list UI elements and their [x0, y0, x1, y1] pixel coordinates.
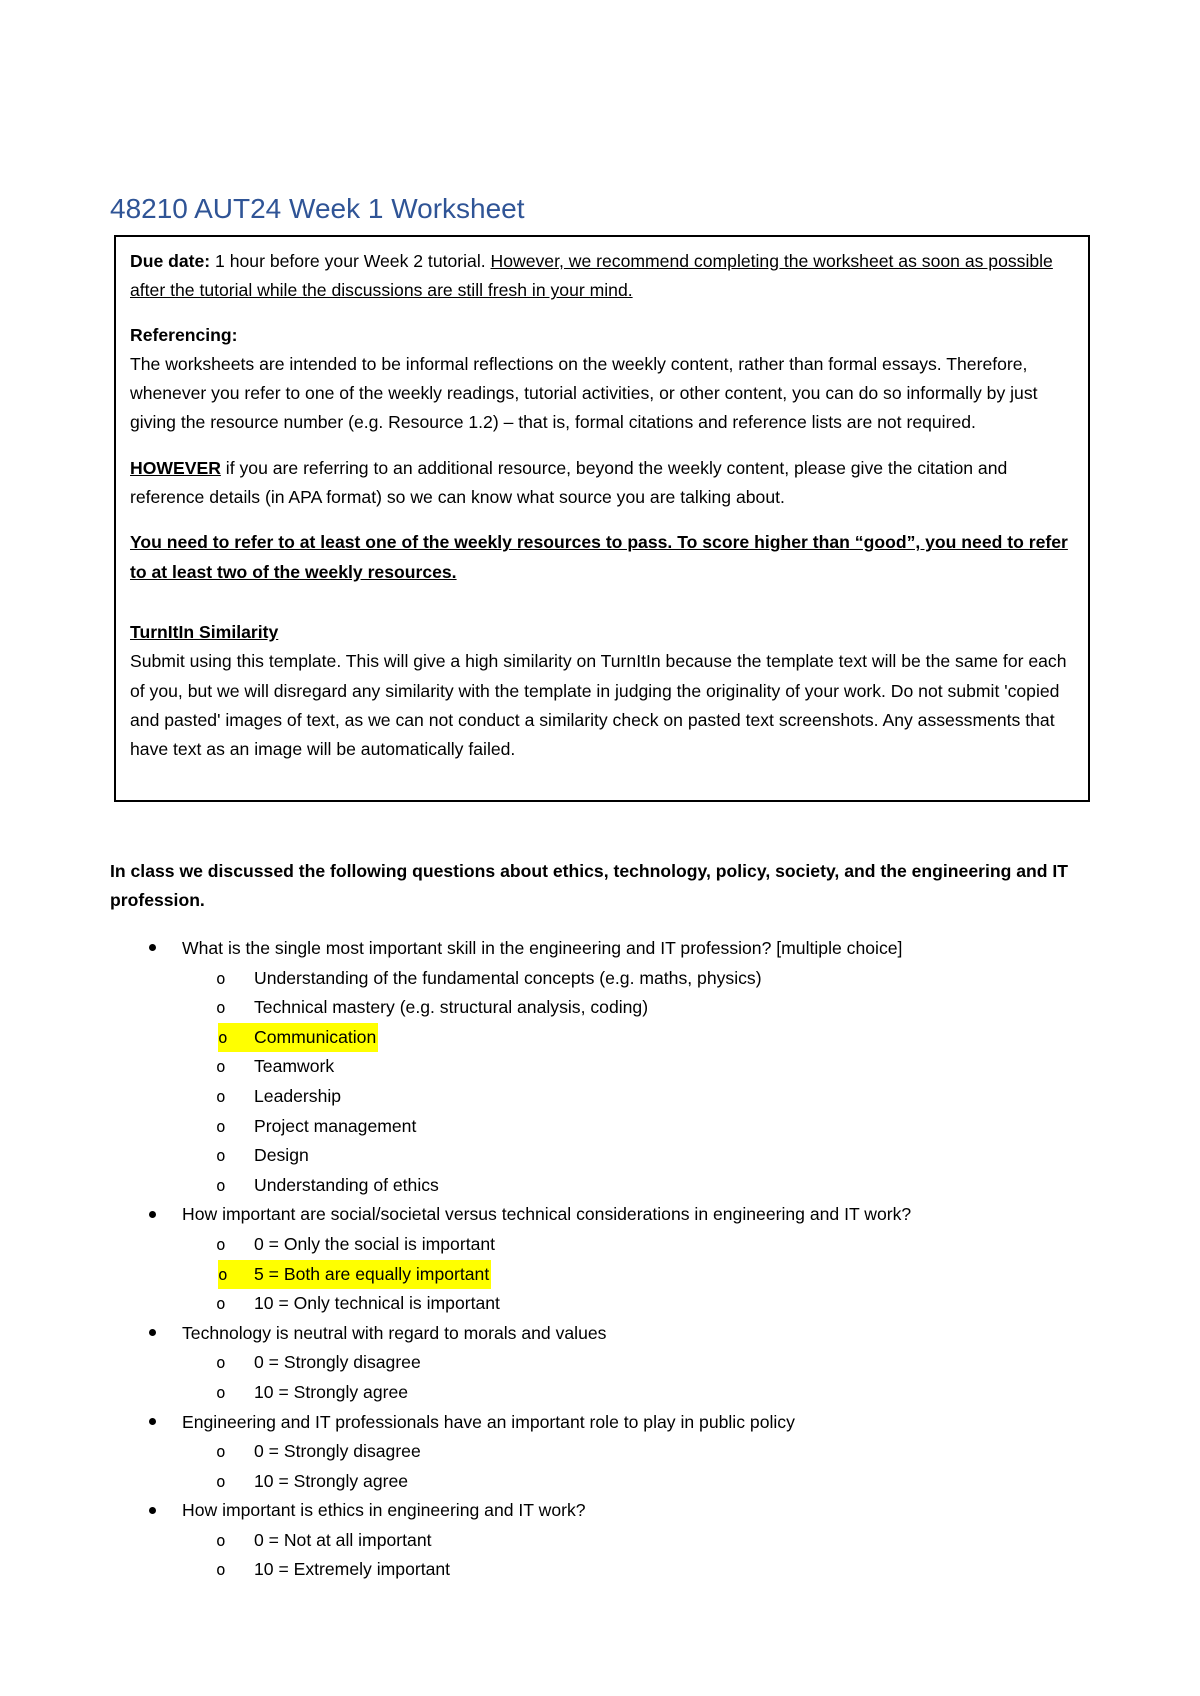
option-text: 10 = Only technical is important: [254, 1293, 500, 1314]
option-list: [182, 1526, 1110, 1585]
question-item: [110, 934, 1110, 1200]
option-item: [110, 1526, 1110, 1556]
option-item: [110, 1467, 1110, 1497]
option-row: [254, 1171, 439, 1201]
option-marker: o: [216, 1530, 226, 1550]
option-item: [110, 1378, 1110, 1408]
question-item: [110, 1496, 1110, 1585]
option-text: 10 = Strongly agree: [254, 1470, 409, 1491]
option-marker: o: [216, 1382, 226, 1402]
option-marker: o: [218, 1027, 228, 1047]
option-row: [254, 1141, 309, 1171]
question-list: [110, 934, 1110, 1585]
option-text: Design: [254, 1145, 309, 1166]
option-text: 5 = Both are equally important: [254, 1263, 490, 1284]
instructions-box: [114, 235, 1090, 802]
option-row: [254, 1348, 421, 1378]
option-list: [182, 1437, 1110, 1496]
question-item: [110, 1319, 1110, 1408]
option-text: 0 = Only the social is important: [254, 1233, 496, 1254]
option-text: Understanding of ethics: [254, 1174, 439, 1195]
option-text: 0 = Not at all important: [254, 1529, 432, 1550]
option-row: [254, 1526, 432, 1556]
however-text: if you are referring to an additional resource, beyond the weekly content, please give the citation and reference details (in APA format) so we can know what source you are talking about.: [130, 457, 1008, 508]
option-marker: o: [216, 1442, 226, 1462]
option-row: [254, 1437, 421, 1467]
option-text: Teamwork: [254, 1056, 335, 1077]
highlighted-option: [218, 1260, 491, 1290]
option-item: [110, 1141, 1110, 1171]
question-text: How important is ethics in engineering and IT work?: [182, 1500, 586, 1521]
turnitin-text: Submit using this template. This will give a high similarity on TurnItIn because the template text will be the same for each of you, but we will disregard any similarity with the template in judging the originality of your work. Do not submit 'copied and pasted' images of text, as we can not conduct a similarity check on pasted text screenshots. Any assessments that have text as an image will be automatically failed.: [130, 651, 1067, 760]
option-item: [110, 1437, 1110, 1467]
discussion-intro: In class we discussed the following questions about ethics, technology, policy, society, and the engineering and IT profession.: [110, 861, 1069, 911]
option-text: 10 = Extremely important: [254, 1559, 451, 1580]
option-row: [254, 1467, 408, 1497]
option-marker: o: [216, 1146, 226, 1166]
option-item: [110, 1260, 1110, 1290]
due-date-paragraph: [130, 247, 1074, 306]
option-marker: o: [216, 1057, 226, 1077]
option-text: 10 = Strongly agree: [254, 1381, 409, 1402]
option-marker: o: [216, 1560, 226, 1580]
question-item: [110, 1408, 1110, 1497]
option-item: [110, 1171, 1110, 1201]
option-row: [254, 1289, 500, 1319]
option-item: [110, 1112, 1110, 1142]
due-date-label: Due date:: [130, 251, 211, 271]
option-marker: o: [216, 1116, 226, 1136]
option-text: 0 = Strongly disagree: [254, 1441, 421, 1462]
pass-requirement: You need to refer to at least one of the weekly resources to pass. To score higher than “good”, you need to refer to at least two of the weekly resources.: [130, 532, 1068, 582]
however-label: HOWEVER: [130, 457, 221, 478]
option-list: [182, 1348, 1110, 1407]
option-text: Technical mastery (e.g. structural analysis, coding): [254, 997, 649, 1018]
option-list: [182, 1230, 1110, 1319]
option-item: [110, 1230, 1110, 1260]
option-text: 0 = Strongly disagree: [254, 1352, 421, 1373]
option-item: [110, 1023, 1110, 1053]
question-item: [110, 1200, 1110, 1318]
question-text: What is the single most important skill in the engineering and IT profession? [multiple choice]: [182, 938, 903, 958]
option-marker: o: [216, 1175, 226, 1195]
option-row: [254, 1230, 495, 1260]
referencing-text: The worksheets are intended to be informal reflections on the weekly content, rather than formal essays. Therefore, whenever you refer to one of the weekly readings, tutorial activities, or other content, you can do so informally by just giving the resource number (e.g. Resource 1.2) – that is, formal citations and reference lists are not required.: [130, 353, 1038, 433]
turnitin-heading: TurnItIn Similarity: [130, 621, 279, 642]
option-marker: o: [216, 1471, 226, 1491]
bullet-icon: [146, 1408, 158, 1438]
option-marker: o: [216, 1294, 226, 1314]
option-row: [254, 1112, 416, 1142]
option-item: [110, 993, 1110, 1023]
referencing-heading: Referencing:: [130, 324, 238, 345]
bullet-icon: [146, 1319, 158, 1349]
option-text: Project management: [254, 1115, 417, 1136]
option-item: [110, 1348, 1110, 1378]
option-item: [110, 1289, 1110, 1319]
bullet-icon: [146, 934, 158, 964]
option-marker: o: [216, 968, 226, 988]
page-title: 48210 AUT24 Week 1 Worksheet: [110, 192, 525, 224]
due-date-recommendation: However, we recommend completing the worksheet as soon as possible after the tutorial while the discussions are still fresh in your mind.: [130, 251, 1053, 301]
option-item: [110, 1052, 1110, 1082]
option-list: [182, 964, 1110, 1201]
option-item: [110, 964, 1110, 994]
option-row: [254, 1555, 450, 1585]
option-marker: o: [216, 1086, 226, 1106]
option-marker: o: [218, 1264, 228, 1284]
option-row: [254, 993, 648, 1023]
option-marker: o: [216, 998, 226, 1018]
option-row: [254, 1378, 408, 1408]
option-text: Understanding of the fundamental concepts (e.g. maths, physics): [254, 967, 762, 988]
option-row: [254, 964, 762, 994]
option-text: Communication: [254, 1026, 377, 1047]
bullet-icon: [146, 1200, 158, 1230]
option-row: [254, 1082, 341, 1112]
option-marker: o: [216, 1353, 226, 1373]
bullet-icon: [146, 1496, 158, 1526]
option-row: [254, 1052, 334, 1082]
question-text: Engineering and IT professionals have an important role to play in public policy: [182, 1411, 795, 1432]
however-paragraph: [130, 454, 1074, 513]
option-item: [110, 1082, 1110, 1112]
option-item: [110, 1555, 1110, 1585]
option-text: Leadership: [254, 1085, 342, 1106]
question-text: Technology is neutral with regard to morals and values: [182, 1322, 607, 1343]
due-date-text: 1 hour before your Week 2 tutorial.: [210, 251, 491, 271]
highlighted-option: [218, 1023, 378, 1053]
option-marker: o: [216, 1234, 226, 1254]
question-text: How important are social/societal versus technical considerations in engineering and IT work?: [182, 1204, 912, 1225]
